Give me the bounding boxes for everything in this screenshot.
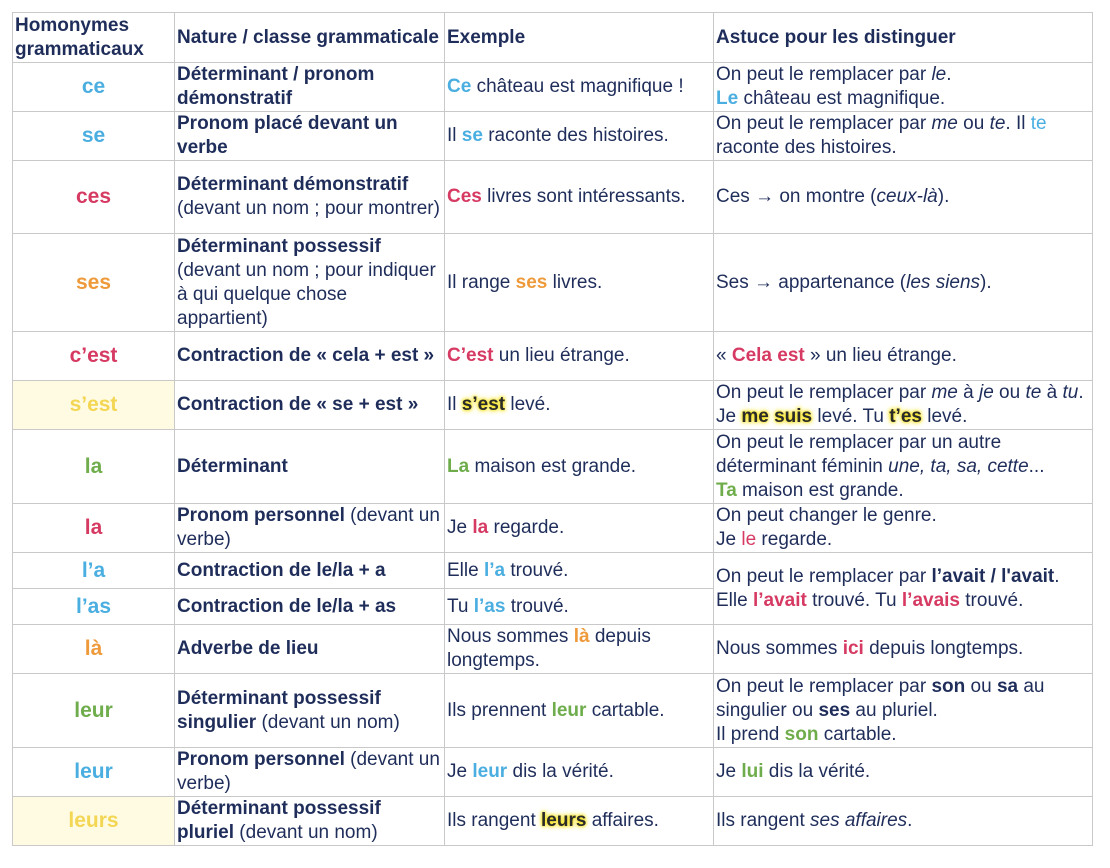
example-cell: Ce château est magnifique ! — [445, 63, 714, 112]
nature-cell: Déterminant — [175, 430, 445, 504]
homonym-word: ce — [13, 63, 175, 112]
nature-cell: Contraction de le/la + a — [175, 553, 445, 589]
example-cell: Il se raconte des histoires. — [445, 112, 714, 161]
homonym-word: là — [13, 625, 175, 674]
tip-cell: On peut le remplacer par me à je ou te à tu. Je me suis levé. Tu t’es levé. — [714, 381, 1093, 430]
example-cell: Nous sommes là depuis longtemps. — [445, 625, 714, 674]
nature-cell: Déterminant possessif pluriel (devant un nom) — [175, 797, 445, 846]
homonym-word: se — [13, 112, 175, 161]
homonym-word: c’est — [13, 332, 175, 381]
nature-cell: Déterminant / pronom démonstratif — [175, 63, 445, 112]
tip-cell: Je lui dis la vérité. — [714, 748, 1093, 797]
homonym-word: ces — [13, 161, 175, 234]
table-row — [13, 674, 1093, 748]
example-cell: La maison est grande. — [445, 430, 714, 504]
nature-cell: Contraction de « se + est » — [175, 381, 445, 430]
nature-cell: Adverbe de lieu — [175, 625, 445, 674]
header-homonymes: Homonymes grammaticaux — [13, 13, 175, 63]
tip-cell: On peut le remplacer par l’avait / l'avait. Elle l’avait trouvé. Tu l’avais trouvé. — [714, 553, 1093, 625]
table-row — [13, 234, 1093, 332]
tip-cell: On peut le remplacer par me ou te. Il te raconte des histoires. — [714, 112, 1093, 161]
table-row — [13, 112, 1093, 161]
example-cell: Ils prennent leur cartable. — [445, 674, 714, 748]
tip-cell: On peut le remplacer par le. Le château est magnifique. — [714, 63, 1093, 112]
tip-cell: Ses → appartenance (les siens). — [714, 234, 1093, 332]
homonym-word: la — [13, 504, 175, 553]
homonym-word: l’as — [13, 589, 175, 625]
header-astuce: Astuce pour les distinguer — [714, 13, 1093, 63]
header-exemple: Exemple — [445, 13, 714, 63]
homonym-word: leur — [13, 674, 175, 748]
table-row — [13, 553, 1093, 589]
nature-cell: Déterminant possessif singulier (devant un nom) — [175, 674, 445, 748]
tip-cell: On peut le remplacer par un autre déterminant féminin une, ta, sa, cette... Ta maison est grande. — [714, 430, 1093, 504]
homonym-word: leurs — [13, 797, 175, 846]
homonym-word: l’a — [13, 553, 175, 589]
homonym-word: s’est — [13, 381, 175, 430]
nature-cell: Pronom personnel (devant un verbe) — [175, 504, 445, 553]
homonym-word: la — [13, 430, 175, 504]
table-row — [13, 430, 1093, 504]
nature-cell: Déterminant démonstratif (devant un nom ; pour montrer) — [175, 161, 445, 234]
example-cell: Tu l’as trouvé. — [445, 589, 714, 625]
nature-cell: Contraction de le/la + as — [175, 589, 445, 625]
nature-cell: Pronom placé devant un verbe — [175, 112, 445, 161]
example-cell: Elle l’a trouvé. — [445, 553, 714, 589]
header-nature: Nature / classe grammaticale — [175, 13, 445, 63]
table-row — [13, 504, 1093, 553]
homonym-word: ses — [13, 234, 175, 332]
example-cell: Il range ses livres. — [445, 234, 714, 332]
example-cell: Ces livres sont intéressants. — [445, 161, 714, 234]
tip-cell: On peut le remplacer par son ou sa au singulier ou ses au pluriel. Il prend son cartable. — [714, 674, 1093, 748]
table-row — [13, 797, 1093, 846]
table-row — [13, 625, 1093, 674]
nature-cell: Contraction de « cela + est » — [175, 332, 445, 381]
tip-cell: « Cela est » un lieu étrange. — [714, 332, 1093, 381]
example-cell: C’est un lieu étrange. — [445, 332, 714, 381]
homonym-word: leur — [13, 748, 175, 797]
table-row — [13, 332, 1093, 381]
header-row — [13, 13, 1093, 63]
nature-cell: Pronom personnel (devant un verbe) — [175, 748, 445, 797]
tip-cell: Ces → on montre (ceux-là). — [714, 161, 1093, 234]
tip-cell: Ils rangent ses affaires. — [714, 797, 1093, 846]
tip-cell: On peut changer le genre. Je le regarde. — [714, 504, 1093, 553]
homonyms-table — [12, 12, 1093, 846]
example-cell: Je leur dis la vérité. — [445, 748, 714, 797]
table-row — [13, 63, 1093, 112]
example-cell: Il s’est levé. — [445, 381, 714, 430]
tip-cell: Nous sommes ici depuis longtemps. — [714, 625, 1093, 674]
table-row — [13, 748, 1093, 797]
table-row — [13, 381, 1093, 430]
example-cell: Je la regarde. — [445, 504, 714, 553]
nature-cell: Déterminant possessif (devant un nom ; pour indiquer à qui quelque chose appartient) — [175, 234, 445, 332]
table-row — [13, 161, 1093, 234]
example-cell: Ils rangent leurs affaires. — [445, 797, 714, 846]
